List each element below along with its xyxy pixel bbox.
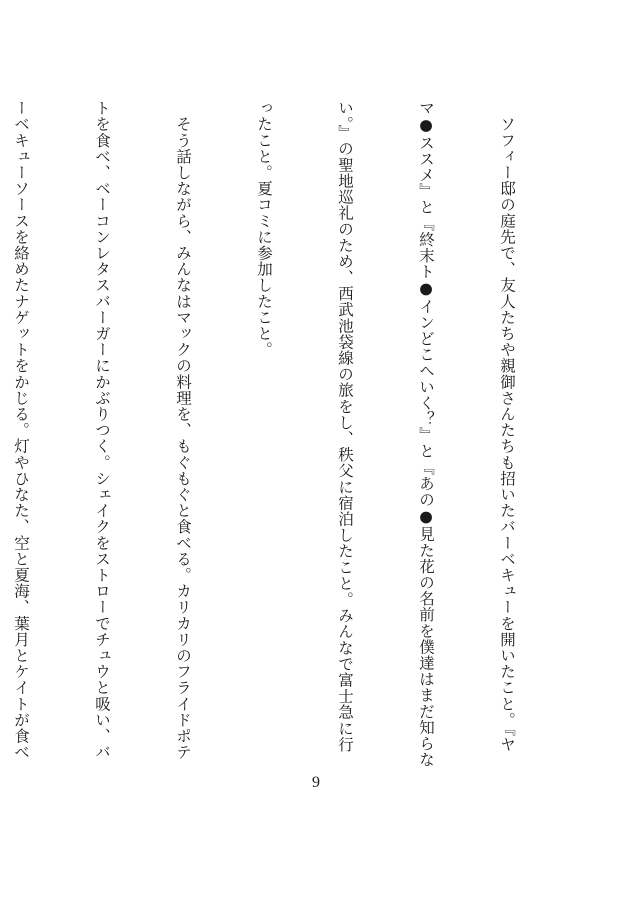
page-number: 9 [312, 774, 320, 791]
text-line-1: ソフィー邸の庭先で、友人たちや親御さんたちも招いたバーベキューを開いたこと。『ヤ [498, 100, 516, 753]
text-line-7: ーベキューソースを絡めたナゲットをかじる。灯やひなた、空と夏海、葉月とケイトが食べ [12, 100, 30, 761]
text-line-5: そう話しながら、みんなはマックの料理を、もぐもぐと食べる。カリカリのフライドポテ [174, 100, 192, 761]
text-line-6: トを食べ、ベーコンレタスバーガーにかぶりつく。シェイクをストローでチュウと吸い、バ [93, 100, 111, 761]
text-line-4: ったこと。夏コミに参加したこと。 [255, 100, 273, 358]
text-line-2: マ●ススメ』と『終末ト●インどこへいく？』と『あの●見た花の名前を僕達はまだ知らな [417, 100, 435, 768]
text-line-3: い。』の聖地巡礼のため、西武池袋線の旅をし、秩父に宿泊したこと。みんなで富士急に行 [336, 100, 354, 753]
vertical-text-body [0, 100, 574, 768]
